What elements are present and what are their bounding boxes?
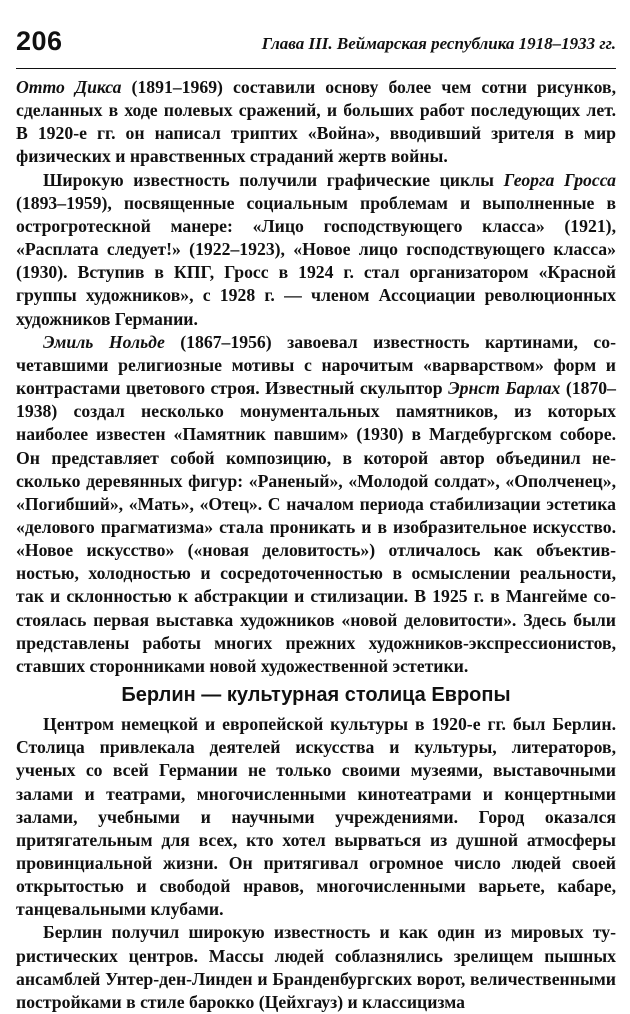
paragraph-text: Широкую известность получили графические циклы bbox=[43, 169, 504, 190]
paragraph-text: (1867–1956) завоевал известность картинами, сочетавшими религиозные мотивы с нарочитым «варварством» форм и контрастами цветового строя. Известный скульптор bbox=[16, 331, 616, 399]
section-heading: Берлин — культурная столица Европы bbox=[121, 684, 511, 707]
paragraph-text: (1870–1938) создал несколько монументальных памятников, из которых наиболее известен «Памятник павшим» (1930) в Магдебургском соборе. Он представляет собой композицию, в которой автор объединил несколько деревянных фигур: «Раненый», «Молодой солдат», «Ополченец», «Погибший», «Мать», «Отец». С началом периода стабилизации эстетика «делового прагматизма» стала проникать и в изобразительное искусство. «Новое искусство» («новая деловитость») отличалось как объективностью, холодностью и сосредоточенностью в осмыслении реальности, так и склонностью к абстракции и стилизации. В 1925 г. в Мангейме состоялась первая выставка художников «новой деловитости». Здесь были представлены работы многих прежних художников-экспрессионистов, ставших сторонниками новой художественной эстетики. bbox=[16, 378, 616, 676]
artist-name: Отто Дикса bbox=[16, 77, 122, 97]
body-text bbox=[16, 76, 616, 1014]
artist-name: Эрнст Барлах bbox=[448, 378, 561, 399]
page-number: 206 bbox=[16, 26, 63, 56]
paragraph bbox=[16, 331, 616, 678]
paragraph: Берлин получил широкую известность и как один из мировых туристических центров. Массы людей соблазнялись зрелищем пышных ансамблей Унтер-ден-Линден и Бранденбургских ворот, величественными постройками в стиле барокко (Цейхгауз) и классицизма bbox=[16, 922, 616, 1012]
paragraph bbox=[16, 169, 616, 331]
artist-name: Георга Гросса bbox=[503, 169, 616, 190]
paragraph-text: (1893–1959), посвященные социальным проблемам и выполненные в острогротескной манере: «Лицо господствующего класса» (1921), «Расплата следует!» (1922–1923), «Новое лицо господствующего класса» (1930). Вступив в КПГ, Гросс в 1924 г. стал организатором «Красной группы художников», с 1928 г. — членом Ассоциации революционных художников Германии. bbox=[16, 192, 616, 329]
paragraph: Центром немецкой и европейской культуры в 1920-е гг. был Берлин. Столица привлекала деятелей искусства и культуры, литераторов, ученых со всей Германии не только своими музеями, выставочными залами и театрами, многочисленными кинотеатрами и концертными залами, учебными и научными учреждениями. Город оказался притягательным для всех, кто хотел вырваться из душной атмосферы провинциальной жизни. Он притягивал огромное число людей своей открытостью и свободой нравов, многочисленными варьете, кабаре, танцевальными клубами. bbox=[16, 714, 616, 920]
page-header bbox=[16, 20, 616, 69]
paragraph-text: (1891–1969) составили основу более чем сотни рисунков, сделанных в ходе полевых сражений, и больших работ последующих лет. В 1920-е гг. он написал триптих «Война», вводивший зрителя в мир физических и нравственных страданий жертв войны. bbox=[16, 77, 616, 167]
artist-name: Эмиль Нольде bbox=[43, 331, 165, 352]
running-head: Глава III. Веймарская республика 1918–1933 гг. bbox=[261, 34, 616, 53]
paragraph bbox=[16, 76, 616, 169]
